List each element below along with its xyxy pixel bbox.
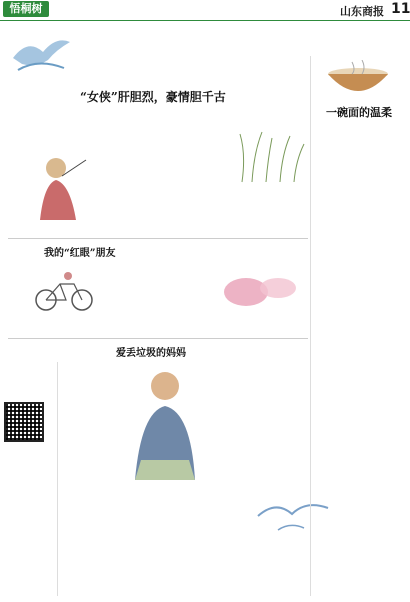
column-divider (57, 362, 58, 596)
article-body (314, 136, 406, 588)
header-rule (0, 20, 410, 21)
section-divider (8, 238, 308, 239)
article-body (8, 126, 220, 234)
column-divider (310, 56, 311, 596)
page-number: 11 (391, 1, 410, 17)
section-divider (8, 338, 308, 339)
bowl-illustration (312, 60, 404, 100)
masthead: 山东商报 (340, 5, 384, 18)
article-title: 我的“红眼”朋友 (44, 248, 116, 259)
section-logo: 悟桐树 (3, 1, 49, 17)
contact-sidebar (4, 400, 54, 590)
qr-code-icon[interactable] (4, 402, 44, 442)
article-body (60, 362, 308, 598)
article-title: 爱丢垃圾的妈妈 (116, 348, 186, 359)
grass-illustration (232, 124, 312, 184)
article-title: 一碗面的温柔 (326, 106, 392, 119)
page-header (0, 0, 410, 19)
article-body (8, 264, 308, 336)
article-title: “女侠”肝胆烈，豪情胆千古 (80, 90, 226, 104)
bird-illustration (8, 28, 74, 86)
